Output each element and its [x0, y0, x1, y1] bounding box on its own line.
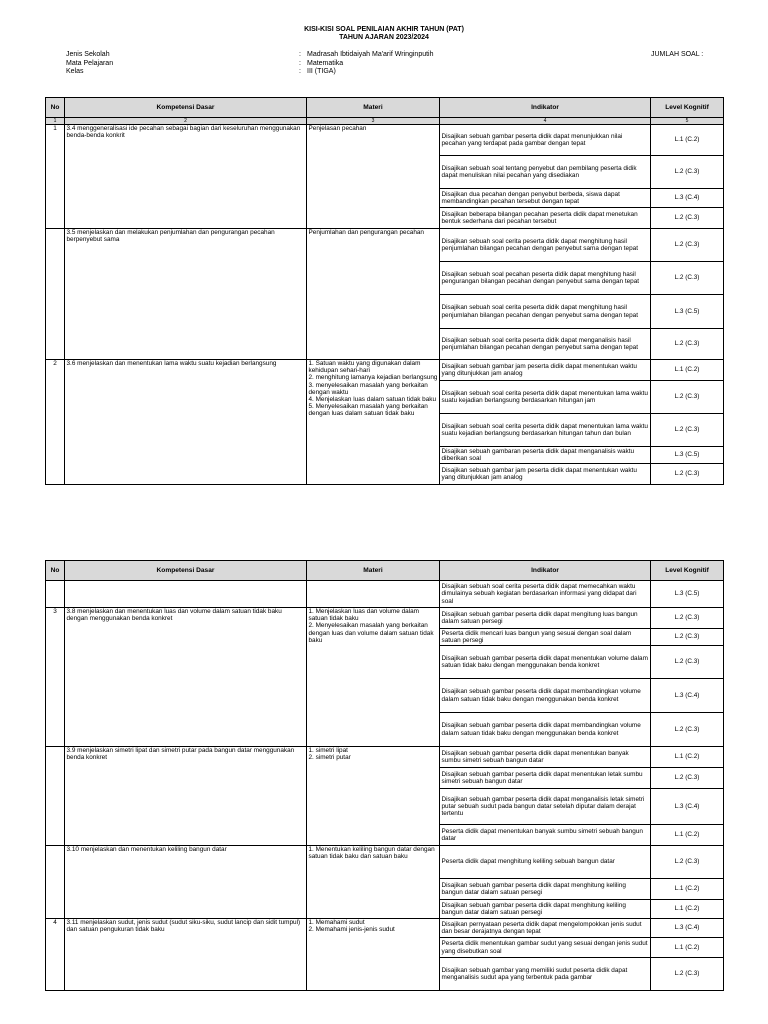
cell-no: 1: [46, 125, 65, 229]
meta-value: III (TIGA): [307, 68, 336, 75]
materi-item: Penjelasan pecahan: [308, 125, 367, 132]
cell-materi: [307, 608, 440, 747]
meta-colon: :: [299, 59, 301, 67]
cell-indikator: Disajikan sebuah gambar jam peserta didik dapat menentukan waktu yang ditunjukkan jam analog: [440, 360, 651, 381]
cell-no: [46, 846, 65, 919]
table-row: [46, 747, 724, 768]
materi-item: 3. menyelesaikan masalah yang berkaitan dengan waktu: [308, 381, 428, 396]
header-materi: Materi: [307, 561, 440, 581]
cell-materi: [307, 581, 440, 608]
materi-item: 4. Menjelaskan luas dalam satuan tidak baku: [308, 396, 437, 404]
materi-item: 1. Memahami sudut: [308, 919, 365, 926]
cell-level-kognitif: L.3 (C.4): [651, 789, 724, 825]
materi-item: 2. Menyelesaikan masalah yang berkaitan dengan luas dan volume dalam satuan tidak baku: [308, 622, 434, 644]
table-row: [46, 919, 724, 938]
cell-level-kognitif: L.1 (C.2): [651, 879, 724, 900]
cell-indikator: Disajikan sebuah gambar peserta didik dapat menentukan letak sumbu simetri sebuah bangun datar: [440, 768, 651, 789]
cell-indikator: Peserta didik dapat menghitung keliling sebuah bangun datar: [440, 846, 651, 879]
cell-level-kognitif: L.3 (C.5): [651, 295, 724, 329]
cell-indikator: Disajikan sebuah gambaran peserta didik dapat menganalisis waktu diberikan soal: [440, 447, 651, 464]
cell-level-kognitif: L.2 (C.3): [651, 646, 724, 679]
cell-indikator: Peserta didik dapat menentukan banyak sumbu simetri sebuah bangun datar: [440, 825, 651, 846]
cell-level-kognitif: L.2 (C.3): [651, 713, 724, 747]
materi-item: Penjumlahan dan pengurangan pecahan: [308, 229, 424, 236]
cell-indikator: Disajikan dua pecahan dengan penyebut berbeda, siswa dapat membandingkan pecahan tersebut dengan tepat: [440, 189, 651, 208]
materi-item: 1. Menjelaskan luas dan volume dalam satuan tidak baku: [308, 608, 419, 623]
cell-indikator: Disajikan sebuah gambar yang memiliki sudut peserta didik dapat menganalisis sudut apa yang terbentuk pada gambar: [440, 958, 651, 991]
cell-indikator: Disajikan sebuah soal cerita peserta didik dapat menghitung hasil penjumlahan bilangan pecahan dengan penyebut sama dengan tepat: [440, 295, 651, 329]
header-materi: Materi: [307, 98, 440, 118]
cell-level-kognitif: L.3 (C.4): [651, 679, 724, 713]
table-row: [46, 125, 724, 156]
cell-materi: [307, 125, 440, 229]
cell-level-kognitif: L.1 (C.2): [651, 360, 724, 381]
cell-indikator: Disajikan sebuah soal cerita peserta didik dapat memecahkan waktu dimulainya sebuah kegiatan berdasarkan informasi yang didapat dari soal: [440, 581, 651, 608]
materi-item: 2. simetri putar: [308, 754, 351, 762]
header-no: No: [46, 561, 65, 581]
header-indikator: Indikator: [440, 98, 651, 118]
jumlah-soal-label: JUMLAH SOAL :: [651, 51, 704, 58]
table-header-row: [46, 561, 724, 581]
cell-kompetensi-dasar: 3.5 menjelaskan dan melakukan penjumlahan dan pengurangan pecahan berpenyebut sama: [65, 229, 307, 360]
cell-level-kognitif: L.2 (C.3): [651, 329, 724, 360]
cell-level-kognitif: L.3 (C.4): [651, 189, 724, 208]
cell-kompetensi-dasar: [65, 581, 307, 608]
cell-indikator: Disajikan sebuah soal cerita peserta didik dapat menentukan lama waktu suatu kejadian berlangsung berdasarkan hitungan tahun dan bulan: [440, 414, 651, 447]
cell-indikator: Disajikan sebuah soal cerita peserta didik dapat menganalisis hasil penjumlahan bilangan pecahan dengan penyebut sama dengan tepat: [440, 329, 651, 360]
cell-kompetensi-dasar: 3.4 menggeneralisasi ide pecahan sebagai bagian dari keseluruhan menggunakan benda-benda konkrit: [65, 125, 307, 229]
cell-level-kognitif: L.2 (C.3): [651, 156, 724, 189]
cell-no: 2: [46, 360, 65, 485]
header-level-kognitif: Level Kognitif: [651, 98, 724, 118]
header-indikator: Indikator: [440, 561, 651, 581]
document-meta: [66, 51, 434, 77]
kisi-table-page-1: [45, 97, 724, 485]
table-row: [46, 229, 724, 262]
cell-indikator: Disajikan sebuah gambar peserta didik dapat mengitung luas bangun dalam satuan persegi: [440, 608, 651, 629]
table-row: [46, 360, 724, 381]
cell-indikator: Disajikan sebuah gambar jam peserta didik dapat menentukan waktu yang ditunjukkan jam analog: [440, 464, 651, 485]
cell-kompetensi-dasar: 3.10 menjelaskan dan menentukan keliling bangun datar: [65, 846, 307, 919]
column-number: 3: [307, 118, 440, 125]
cell-materi: [307, 360, 440, 485]
cell-indikator: Disajikan pernyataan peserta didik dapat mengelompokkan jenis sudut dan besar derajatnya dengan tepat: [440, 919, 651, 938]
materi-item: 2. Memahami jenis-jenis sudut: [308, 926, 395, 934]
meta-colon: :: [299, 68, 301, 75]
table-row: [46, 581, 724, 608]
cell-no: [46, 229, 65, 360]
cell-level-kognitif: L.2 (C.3): [651, 464, 724, 485]
cell-level-kognitif: L.1 (C.2): [651, 938, 724, 958]
column-number: 1: [46, 118, 65, 125]
header-kompetensi-dasar: Kompetensi Dasar: [65, 561, 307, 581]
cell-level-kognitif: L.1 (C.2): [651, 900, 724, 919]
column-number: 2: [65, 118, 307, 125]
cell-level-kognitif: L.2 (C.3): [651, 608, 724, 629]
cell-materi: [307, 747, 440, 846]
cell-level-kognitif: L.2 (C.3): [651, 958, 724, 991]
cell-indikator: Disajikan sebuah gambar peserta didik dapat menentukan banyak sumbu simetri sebuah bangun datar: [440, 747, 651, 768]
cell-no: 4: [46, 919, 65, 991]
cell-kompetensi-dasar: 3.9 menjelaskan simetri lipat dan simetri putar pada bangun datar menggunakan benda konkret: [65, 747, 307, 846]
cell-level-kognitif: L.2 (C.3): [651, 208, 724, 229]
cell-level-kognitif: L.1 (C.2): [651, 747, 724, 768]
column-number: 4: [440, 118, 651, 125]
cell-level-kognitif: L.2 (C.3): [651, 262, 724, 295]
cell-no: [46, 581, 65, 608]
cell-indikator: Peserta didik menentukan gambar sudut yang sesuai dengan jenis sudut yang disebutkan soal: [440, 938, 651, 958]
meta-key: Mata Pelajaran: [66, 59, 114, 67]
cell-level-kognitif: L.2 (C.3): [651, 768, 724, 789]
cell-level-kognitif: L.1 (C.2): [651, 825, 724, 846]
cell-indikator: Disajikan sebuah gambar peserta didik dapat menghitung keliling bangun datar dalam satuan persegi: [440, 900, 651, 919]
cell-level-kognitif: L.3 (C.4): [651, 919, 724, 938]
meta-row: [66, 68, 434, 77]
cell-kompetensi-dasar: 3.11 menjelaskan sudut, jenis sudut (sudut siku-siku, sudut lancip dan sidit tumpul) dan satuan pengukuran tidak baku: [65, 919, 307, 991]
meta-key: Kelas: [66, 68, 84, 75]
document-title: KISI-KISI SOAL PENILAIAN AKHIR TAHUN (PAT): [304, 26, 464, 33]
cell-level-kognitif: L.3 (C.5): [651, 581, 724, 608]
materi-item: 5. Menyelesaikan masalah yang berkaitan dengan luas dalam satuan tidak baku: [308, 403, 428, 418]
table-row: [46, 846, 724, 879]
table-row: [46, 608, 724, 629]
cell-indikator: Disajikan sebuah soal pecahan peserta didik dapat menghitung hasil pengurangan bilangan pecahan dengan penyebut sama dengan tepat: [440, 262, 651, 295]
meta-value: Matematika: [307, 59, 344, 67]
cell-materi: [307, 229, 440, 360]
header-kompetensi-dasar: Kompetensi Dasar: [65, 98, 307, 118]
materi-item: 1. Satuan waktu yang digunakan dalam kehidupan sehari-hari: [308, 360, 421, 375]
cell-level-kognitif: L.2 (C.3): [651, 629, 724, 646]
cell-indikator: Disajikan sebuah gambar peserta didik dapat menghitung keliling bangun datar dalam satuan persegi: [440, 879, 651, 900]
materi-item: 1. simetri lipat: [308, 747, 348, 754]
meta-key: Jenis Sekolah: [66, 51, 110, 58]
document-subtitle: TAHUN AJARAN 2023/2024: [339, 34, 429, 41]
column-number: 5: [651, 118, 724, 125]
cell-level-kognitif: L.3 (C.5): [651, 447, 724, 464]
meta-row: [66, 60, 434, 69]
cell-level-kognitif: L.1 (C.2): [651, 125, 724, 156]
cell-indikator: Disajikan sebuah gambar peserta didik dapat menunjukkan nilai pecahan yang terdapat pada gambar dengan tepat: [440, 125, 651, 156]
cell-level-kognitif: L.2 (C.3): [651, 229, 724, 262]
cell-kompetensi-dasar: 3.6 menjelaskan dan menentukan lama waktu suatu kejadian berlangsung: [65, 360, 307, 485]
cell-level-kognitif: L.2 (C.3): [651, 381, 724, 414]
cell-materi: [307, 919, 440, 991]
table-header-row: [46, 98, 724, 118]
cell-indikator: Disajikan sebuah soal cerita peserta didik dapat menentukan lama waktu suatu kejadian berlangsung berdasarkan hitungan jam: [440, 381, 651, 414]
header-no: No: [46, 98, 65, 118]
cell-indikator: Disajikan beberapa bilangan pecahan peserta didik dapat menetukan bentuk sederhana dari pecahan tersebut: [440, 208, 651, 229]
materi-item: 1. Menentukan keliling bangun datar dengan satuan tidak baku dan satuan baku: [308, 846, 435, 861]
cell-no: [46, 747, 65, 846]
cell-materi: [307, 846, 440, 919]
kisi-table-page-2: [45, 560, 724, 991]
cell-indikator: Disajikan sebuah gambar peserta didik dapat membandingkan volume dalam satuan tidak baku dengan menggunakan benda konkret: [440, 679, 651, 713]
meta-value: Madrasah Ibtidaiyah Ma'arif Wringinputih: [307, 51, 434, 58]
cell-indikator: Disajikan sebuah gambar peserta didik dapat membandingkan volume dalam satuan tidak baku dengan menggunakan benda konkret: [440, 713, 651, 747]
header-level-kognitif: Level Kognitif: [651, 561, 724, 581]
cell-level-kognitif: L.2 (C.3): [651, 846, 724, 879]
cell-indikator: Disajikan sebuah gambar peserta didik dapat menentukan volume dalam satuan tidak baku dengan menggunakan benda konkret: [440, 646, 651, 679]
cell-indikator: Disajikan sebuah soal cerita peserta didik dapat menghitung hasil penjumlahan bilangan pecahan dengan penyebut sama dengan tepat: [440, 229, 651, 262]
meta-row: [66, 51, 434, 60]
cell-level-kognitif: L.2 (C.3): [651, 414, 724, 447]
cell-indikator: Peserta didik mencari luas bangun yang sesuai dengan soal dalam satuan persegi: [440, 629, 651, 646]
column-number-row: [46, 118, 724, 125]
cell-kompetensi-dasar: 3.8 menjelaskan dan menentukan luas dan volume dalam satuan tidak baku dengan menggunakan benda konkret: [65, 608, 307, 747]
cell-indikator: Disajikan sebuah soal tentang penyebut dan pembilang peserta didik dapat menuliskan nilai pecahan yang disediakan: [440, 156, 651, 189]
cell-no: 3: [46, 608, 65, 747]
cell-indikator: Disajikan sebuah gambar peserta didik dapat menganalisis letak simetri putar sebuah sudut pada bangun datar setelah diputar dalam derajat tertentu: [440, 789, 651, 825]
meta-colon: :: [299, 51, 301, 58]
materi-item: 2. menghitung lamanya kejadian berlangsung: [308, 374, 438, 382]
